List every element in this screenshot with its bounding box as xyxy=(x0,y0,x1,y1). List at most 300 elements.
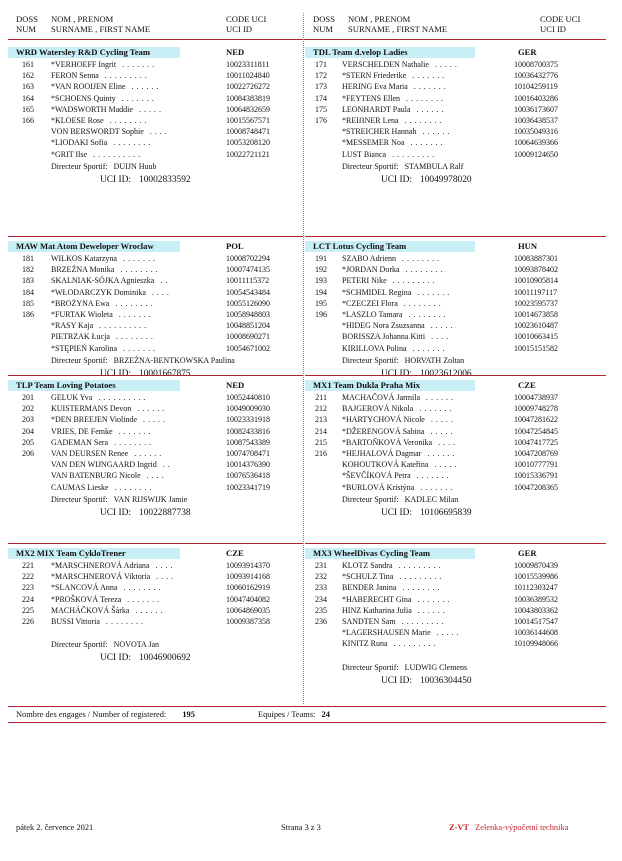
rider-dots: . . . . . . . . xyxy=(406,93,444,103)
uci-value: 10036304450 xyxy=(420,675,472,686)
uci-label: UCI ID: xyxy=(381,507,412,518)
team-uci-id xyxy=(100,652,191,664)
rider-number: 192 xyxy=(315,265,327,275)
rider-row xyxy=(8,393,298,403)
rider-uci-code: 10043803362 xyxy=(514,605,558,615)
rider-name-text: VERSCHELDEN Nathalie xyxy=(342,60,429,69)
rider-uci-code: 10008700375 xyxy=(514,60,558,69)
rider-uci-code: 10023341719 xyxy=(226,482,270,492)
rider-dots: . . . . xyxy=(156,572,174,582)
rider-dots: . . . . . . xyxy=(131,82,160,92)
rider-number: 202 xyxy=(22,404,34,414)
rider-name xyxy=(342,265,443,275)
rider-row xyxy=(305,265,595,275)
rider-uci-code: 10047208365 xyxy=(514,482,558,492)
rider-name-text: *WADSWORTH Maddie xyxy=(51,104,133,114)
rider-name-text: *KLOESE Rose xyxy=(51,116,104,125)
rider-row xyxy=(8,150,298,160)
rider-name-text: *STREICHER Hannah xyxy=(342,127,417,137)
rider-dots: . . xyxy=(162,460,171,470)
rider-name xyxy=(342,82,446,92)
uci-value: 10002833592 xyxy=(139,174,191,185)
rider-dots: . . . . . xyxy=(430,426,453,436)
team-code: WRD xyxy=(16,47,38,57)
rider-row xyxy=(305,60,595,70)
rider-row xyxy=(305,138,595,148)
rider-dots: . . . . xyxy=(149,127,168,137)
header-rule xyxy=(8,39,606,40)
teams-count: 24 xyxy=(321,710,330,719)
rider-name-text: *DEN BREEJEN Violinde xyxy=(51,415,138,425)
rider-name xyxy=(342,572,442,582)
rider-name-text: *JORDAN Dorka xyxy=(342,265,400,275)
hdr-name-fr: NOM , PRENOM xyxy=(51,14,114,24)
rider-dots: . . . . . xyxy=(430,321,454,331)
rider-name-text: MACHAČOVÁ Jarmila xyxy=(342,393,420,402)
footer-date: pátek 2. července 2021 xyxy=(16,823,94,832)
rider-row xyxy=(305,583,595,593)
rider-uci-code: 10011197117 xyxy=(514,287,558,297)
rider-dots: . . . . . . xyxy=(134,449,162,458)
rider-row xyxy=(305,276,595,286)
team-title xyxy=(16,548,126,559)
rider-name xyxy=(342,105,444,115)
rider-name xyxy=(51,71,147,81)
rider-row xyxy=(305,344,595,354)
team-separator xyxy=(8,236,303,237)
rider-dots: . . . . . . . . xyxy=(114,482,153,492)
rider-uci-code: 10109948066 xyxy=(514,639,558,649)
rider-name xyxy=(51,595,160,605)
rider-name-text: *DŽERENGOVÁ Sabina xyxy=(342,426,425,436)
director-line xyxy=(51,356,235,366)
rider-dots: . . . . . . . xyxy=(122,60,155,69)
rider-dots: . . . . . . . xyxy=(413,82,447,92)
rider-uci-code: 10009387358 xyxy=(226,617,270,626)
rider-row xyxy=(305,415,595,425)
team-separator xyxy=(305,375,606,376)
rider-dots: . . . . . . . xyxy=(123,343,156,353)
team-country: POL xyxy=(226,241,244,251)
director-label: Directeur Sportif: xyxy=(342,355,399,365)
rider-dots: . . . . . . . . . xyxy=(399,572,442,582)
rider-number: 182 xyxy=(22,265,34,275)
team-code: MAW xyxy=(16,241,38,251)
rider-dots: . . . . . . xyxy=(427,449,455,458)
rider-number: 232 xyxy=(315,572,327,582)
director-label: Directeur Sportif: xyxy=(342,494,399,504)
rider-name xyxy=(342,299,441,309)
rider-uci-code: 10047254845 xyxy=(514,426,558,436)
rider-name xyxy=(51,344,156,354)
rider-name-text: *BURLOVÁ Kristýna xyxy=(342,482,415,492)
rider-dots: . . . . . . . . xyxy=(105,617,144,626)
rider-row xyxy=(305,561,595,571)
rider-row xyxy=(8,138,298,148)
rider-uci-code: 10009870439 xyxy=(514,561,558,570)
rider-row xyxy=(8,127,298,137)
summary-teams xyxy=(258,710,330,720)
rider-name-text: VON BERSWORDT Sophie xyxy=(51,127,144,137)
rider-name xyxy=(51,583,161,593)
director-line xyxy=(342,663,467,673)
rider-name-text: KIRILLOVA Polina xyxy=(342,343,407,353)
team-name: Team Loving Potatoes xyxy=(34,380,116,390)
rider-name xyxy=(51,438,152,448)
rider-uci-code: 10104259119 xyxy=(514,82,558,92)
team-code: TDL xyxy=(313,47,331,57)
uci-label: UCI ID: xyxy=(381,174,412,185)
rider-row xyxy=(305,572,595,582)
team-name: Lotus Cycling Team xyxy=(332,241,407,251)
rider-name xyxy=(51,449,162,459)
rider-uci-code: 10022726272 xyxy=(226,82,270,92)
uci-label: UCI ID: xyxy=(381,368,412,379)
rider-name xyxy=(51,617,143,627)
rider-name-text: *BARTOŇKOVÁ Veronika xyxy=(342,437,433,447)
rider-uci-code: 10064869035 xyxy=(226,605,270,615)
rider-dots: . . . . . . . . . . xyxy=(93,149,141,159)
rider-number: 221 xyxy=(22,561,34,570)
rider-name-text: *LAGERSHAUSEN Marie xyxy=(342,628,431,638)
rider-number: 184 xyxy=(22,287,34,297)
director-name: LUDWIG Clemens xyxy=(404,662,468,672)
hdr-num: NUM xyxy=(16,24,37,34)
rider-number: 185 xyxy=(22,298,34,308)
rider-uci-code: 10093914168 xyxy=(226,572,270,582)
rider-row xyxy=(8,572,298,582)
rider-uci-code: 10004738937 xyxy=(514,393,558,402)
rider-number: 166 xyxy=(22,116,34,125)
rider-uci-code: 10015336791 xyxy=(514,471,558,481)
director-name: DUIJN Huub xyxy=(113,161,157,171)
rider-uci-code: 10087543389 xyxy=(226,437,270,447)
rider-uci-code: 10093878402 xyxy=(514,265,558,275)
rider-row xyxy=(305,288,595,298)
rider-name-text: *MESSEMER Noa xyxy=(342,138,405,148)
rider-number: 174 xyxy=(315,93,327,103)
rider-name xyxy=(51,321,147,331)
rider-name-text: *SCHULZ Tina xyxy=(342,572,394,582)
rider-uci-code: 10064832659 xyxy=(226,104,270,114)
rider-number: 222 xyxy=(22,572,34,582)
rider-name xyxy=(342,483,453,493)
rider-name-text: *RASY Kaja xyxy=(51,321,94,331)
rider-dots: . . . . . . xyxy=(137,404,165,414)
rider-name xyxy=(51,288,169,298)
rider-row xyxy=(305,254,595,264)
rider-row xyxy=(8,288,298,298)
rider-row xyxy=(8,483,298,493)
rider-number: 175 xyxy=(315,104,327,114)
rider-uci-code: 10008702294 xyxy=(226,254,270,263)
rider-name-text: *LASZLO Tamara xyxy=(342,310,403,319)
rider-number: 206 xyxy=(22,449,34,458)
rider-dots: . . . . xyxy=(146,471,165,481)
rider-row xyxy=(305,82,595,92)
rider-row xyxy=(305,449,595,459)
rider-name-text: VAN BATENBURG Nicole xyxy=(51,471,141,481)
rider-uci-code: 10015151582 xyxy=(514,343,558,353)
uci-label: UCI ID: xyxy=(381,675,412,686)
director-name: NOVOTA Jan xyxy=(113,640,160,650)
rider-dots: . . . . . . . . xyxy=(114,437,152,447)
rider-uci-code: 10023610487 xyxy=(514,321,558,331)
rider-name xyxy=(51,299,153,309)
uci-value: 10046900692 xyxy=(139,653,191,664)
hdr-right-name xyxy=(348,14,447,34)
rider-name-text: *LIODAKI Sofia xyxy=(51,138,108,148)
rider-row xyxy=(305,332,595,342)
rider-name xyxy=(51,561,173,571)
rider-row xyxy=(8,606,298,616)
rider-uci-code: 10023595737 xyxy=(514,298,558,308)
rider-name xyxy=(51,471,164,481)
rider-name-text: *MARSCHNEROVÁ Viktoria xyxy=(51,572,151,582)
rider-row xyxy=(8,583,298,593)
rider-dots: . . . . . . . xyxy=(412,71,445,81)
rider-number: 235 xyxy=(315,605,327,615)
rider-dots: . . . . . . . xyxy=(416,471,450,481)
rider-number: 236 xyxy=(315,617,327,626)
rider-row xyxy=(305,393,595,403)
rider-row xyxy=(305,483,595,493)
rider-number: 233 xyxy=(315,583,327,593)
rider-name-text: PETERI Nike xyxy=(342,276,387,286)
rider-dots: . . . . xyxy=(431,332,449,342)
rider-number: 163 xyxy=(22,82,34,92)
rider-dots: . . . . xyxy=(438,437,456,447)
team-name: MIX Team CykloTrener xyxy=(36,548,126,558)
director-line xyxy=(342,356,464,366)
registered-count: 195 xyxy=(182,710,195,719)
director-label: Directeur Sportif: xyxy=(51,494,108,504)
rider-dots: . . . . . . . . xyxy=(402,583,440,593)
director-line xyxy=(342,162,463,172)
uci-label: UCI ID: xyxy=(100,653,131,664)
rider-row xyxy=(305,606,595,616)
hdr-left-name xyxy=(51,14,150,34)
rider-row xyxy=(8,344,298,354)
rider-number: 181 xyxy=(22,254,34,263)
hdr-right-doss xyxy=(313,14,335,34)
uci-label: UCI ID: xyxy=(100,368,131,379)
rider-dots: . . . . . xyxy=(430,415,454,425)
rider-row xyxy=(8,299,298,309)
rider-name xyxy=(342,595,450,605)
rider-uci-code: 10060162919 xyxy=(226,583,270,593)
rider-name-text: GADEMAN Sera xyxy=(51,437,109,447)
team-country: HUN xyxy=(518,241,538,251)
rider-dots: . . . . . xyxy=(436,628,460,638)
rider-name xyxy=(51,138,151,148)
rider-name xyxy=(342,276,435,286)
rider-dots: . . . . . . . xyxy=(121,93,155,103)
rider-dots: . . . . . . . . xyxy=(405,265,444,275)
rider-name-text: *FEYTENS Ellen xyxy=(342,93,400,103)
rider-name-text: BORISSZA Johanna Kitti xyxy=(342,332,426,342)
rider-dots: . . . . . . xyxy=(422,127,450,137)
rider-uci-code: 10015567571 xyxy=(226,116,270,125)
footer-brand xyxy=(449,823,568,833)
rider-dots: . . . . . . . xyxy=(417,287,450,297)
rider-uci-code: 10082433816 xyxy=(226,426,270,436)
rider-row xyxy=(8,415,298,425)
rider-name xyxy=(51,94,154,104)
rider-name-text: *FURTAK Wioleta xyxy=(51,310,113,319)
team-title xyxy=(16,380,116,391)
rider-number: 213 xyxy=(315,415,327,425)
director-name: HORVATH Zoltan xyxy=(404,355,465,365)
rider-uci-code: 10016403286 xyxy=(514,93,558,103)
rider-name-text: *ŠEVČÍKOVÁ Petra xyxy=(342,471,411,481)
team-country: CZE xyxy=(226,548,244,558)
director-name: VAN RIJSWIJK Jamie xyxy=(113,494,188,504)
rider-name xyxy=(51,415,166,425)
uci-value: 10049978020 xyxy=(420,174,472,185)
rider-uci-code: 10014517547 xyxy=(514,617,558,626)
rider-name xyxy=(342,438,456,448)
rider-name-text: BENDER Janina xyxy=(342,583,397,593)
rider-name xyxy=(51,427,151,437)
rider-dots: . . . . . . . xyxy=(118,310,152,319)
rider-number: 224 xyxy=(22,594,34,604)
rider-number: 211 xyxy=(315,393,327,402)
hdr-doss: DOSS xyxy=(16,14,38,24)
rider-name xyxy=(342,561,441,571)
rider-dots: . . . . . . . xyxy=(127,594,160,604)
rider-uci-code: 10093914370 xyxy=(226,561,270,570)
rider-name xyxy=(51,310,151,320)
rider-name-text: *REIẞNER Lena xyxy=(342,116,399,125)
director-label: Directeur Sportif: xyxy=(51,161,108,171)
rider-dots: . . . . . . . . . xyxy=(398,561,441,570)
rider-row xyxy=(8,105,298,115)
director-label: Directeur Sportif: xyxy=(51,640,108,650)
rider-row xyxy=(8,471,298,481)
rider-row xyxy=(305,71,595,81)
team-code: TLP xyxy=(16,380,33,390)
rider-name xyxy=(342,127,450,137)
rider-number: 212 xyxy=(315,404,327,414)
rider-dots: . . . . . xyxy=(434,460,457,470)
team-country: CZE xyxy=(518,380,536,390)
rider-name-text: SZABO Adrienn xyxy=(342,254,396,263)
rider-name xyxy=(342,321,453,331)
brand-logo: Z-VT xyxy=(449,823,470,832)
rider-name-text: *BROŻYNA Ewa xyxy=(51,298,110,308)
team-country: NED xyxy=(226,47,245,57)
rider-number: 196 xyxy=(315,310,327,319)
rider-name xyxy=(342,471,449,481)
rider-name xyxy=(342,94,444,104)
rider-row xyxy=(8,310,298,320)
rider-uci-code: 10055126090 xyxy=(226,298,270,308)
uci-value: 10022887738 xyxy=(139,507,191,518)
rider-number: 172 xyxy=(315,71,327,81)
rider-name-text: SKALNIAK-SÓJKA Agnieszka xyxy=(51,276,155,286)
rider-dots: . . . . . . . . xyxy=(115,332,154,342)
column-divider xyxy=(303,13,304,704)
rider-uci-code: 10011115372 xyxy=(226,276,270,286)
hdr-code-uci: CODE UCI xyxy=(540,14,581,24)
uci-label: UCI ID: xyxy=(100,174,131,185)
rider-row xyxy=(8,438,298,448)
rider-number: 205 xyxy=(22,437,34,447)
rider-name-text: *HIDEG Nora Zsuzsanna xyxy=(342,321,425,331)
hdr-right-uci xyxy=(540,14,580,34)
team-separator xyxy=(305,543,606,544)
hdr-left-doss xyxy=(16,14,38,34)
rider-row xyxy=(305,321,595,331)
rider-uci-code: 10064639366 xyxy=(514,138,558,148)
rider-name xyxy=(342,449,455,459)
rider-name-text: BUSSI Vittoria xyxy=(51,617,100,626)
rider-number: 164 xyxy=(22,93,34,103)
rider-name-text: *SCHOENS Quinty xyxy=(51,93,116,103)
team-country: NED xyxy=(226,380,245,390)
footer-page: Strana 3 z 3 xyxy=(281,823,321,832)
rider-name xyxy=(51,404,165,414)
rider-row xyxy=(8,332,298,342)
rider-dots: . . . . . . . . xyxy=(408,310,446,319)
rider-row xyxy=(305,105,595,115)
rider-name-text: *CZECZEI Flora xyxy=(342,298,398,308)
team-separator xyxy=(305,236,606,237)
rider-name xyxy=(51,116,147,126)
rider-dots: . . . . . . . . xyxy=(123,583,161,593)
team-code: MX2 xyxy=(16,548,35,558)
team-name: Team Dukla Praha Mix xyxy=(333,380,420,390)
rider-name-text: VAN DEN WIJNGAARD Ingrid xyxy=(51,460,157,470)
rider-name xyxy=(51,572,174,582)
rider-row xyxy=(305,628,595,638)
rider-name-text: *HABERECHT Gina xyxy=(342,594,412,604)
rider-uci-code: 10023331918 xyxy=(226,415,270,425)
rider-name-text: *HEJHALOVÁ Dagmar xyxy=(342,449,422,458)
rider-uci-code: 10009124650 xyxy=(514,149,558,159)
team-name: WheelDivas Cycling Team xyxy=(333,548,431,558)
rider-name-text: VRIES, DE Femke xyxy=(51,426,113,436)
rider-name xyxy=(51,60,155,70)
rider-name-text: MACHÁČKOVÁ Šárka xyxy=(51,605,130,615)
rider-number: 194 xyxy=(315,287,327,297)
rider-name xyxy=(342,71,445,81)
rider-uci-code: 10054543484 xyxy=(226,287,270,297)
rider-name xyxy=(342,583,440,593)
rider-number: 223 xyxy=(22,583,34,593)
rider-number: 234 xyxy=(315,594,327,604)
rider-dots: . . . . . . . . . xyxy=(104,71,148,81)
team-code: MX3 xyxy=(313,548,332,558)
hdr-left-uci xyxy=(226,14,266,34)
rider-number: 231 xyxy=(315,561,327,570)
rider-name-text: CAUMAS Lieske xyxy=(51,482,109,492)
team-code: LCT xyxy=(313,241,331,251)
rider-name-text: KUISTERMANS Devon xyxy=(51,404,132,414)
rider-name xyxy=(342,628,459,638)
rider-name-text: *SLANCOVÁ Anna xyxy=(51,583,118,593)
director-line xyxy=(51,495,187,505)
rider-name xyxy=(51,483,152,493)
rider-uci-code: 10058948803 xyxy=(226,310,270,319)
director-name: KADLEC Milan xyxy=(404,494,459,504)
uci-value: 10001667875 xyxy=(139,368,191,379)
rider-row xyxy=(305,116,595,126)
hdr-name-en: SURNAME , FIRST NAME xyxy=(348,24,448,34)
rider-name-text: *SCHMIDEL Regina xyxy=(342,287,412,297)
team-title xyxy=(313,380,420,391)
